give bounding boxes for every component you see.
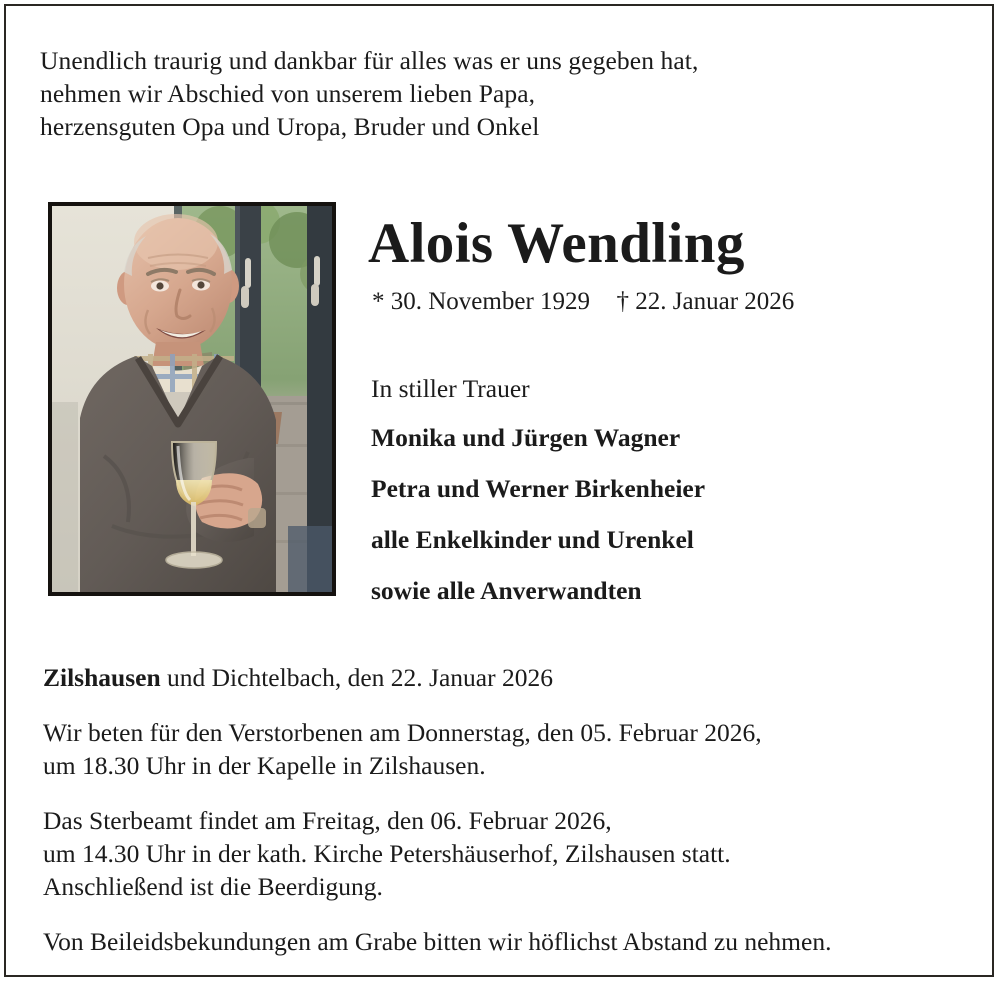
service-line-3: Anschließend ist die Beerdigung. [43, 872, 383, 901]
name-block [368, 211, 948, 318]
service-line-2: um 14.30 Uhr in der kath. Kirche Petershäuserhof, Zilshausen statt. [43, 839, 731, 868]
intro-text [40, 44, 940, 143]
portrait-photo-frame [48, 202, 336, 596]
prayer-line-1: Wir beten für den Verstorbenen am Donnerstag, den 05. Februar 2026, [43, 718, 762, 747]
portrait-photo [52, 206, 332, 592]
place-date-line [43, 661, 963, 694]
mourning-heading: In stiller Trauer [371, 374, 530, 403]
death-symbol: † [616, 288, 630, 315]
place-date-rest: und Dichtelbach, den 22. Januar 2026 [160, 663, 553, 692]
death-date: 22. Januar 2026 [635, 288, 795, 315]
intro-line-2: nehmen wir Abschied von unserem lieben Papa, [40, 79, 536, 108]
deceased-name: Alois Wendling [368, 212, 745, 275]
mourner-2: Petra und Werner Birkenheier [371, 474, 706, 503]
birth-date: 30. November 1929 [390, 288, 591, 315]
intro-line-3: herzensguten Opa und Uropa, Bruder und Onkel [40, 112, 540, 141]
obituary-notice [4, 4, 994, 977]
footer-details [43, 661, 963, 958]
service-line-1: Das Sterbeamt findet am Freitag, den 06. Februar 2026, [43, 806, 612, 835]
service-paragraph [43, 804, 963, 903]
condolence-paragraph [43, 925, 963, 958]
life-dates [372, 286, 948, 318]
mourner-4: sowie alle Anverwandten [371, 576, 642, 605]
place-name: Zilshausen [43, 663, 161, 692]
place-date-paragraph [43, 661, 963, 694]
mourner-1: Monika und Jürgen Wagner [371, 423, 681, 452]
mourner-3: alle Enkelkinder und Urenkel [371, 525, 694, 554]
prayer-line-2: um 18.30 Uhr in der Kapelle in Zilshausen. [43, 751, 486, 780]
birth-symbol: * [372, 288, 385, 315]
mourners-block [371, 372, 951, 607]
prayer-paragraph [43, 716, 963, 782]
intro-line-1: Unendlich traurig und dankbar für alles was er uns gegeben hat, [40, 46, 699, 75]
condolence-line: Von Beileidsbekundungen am Grabe bitten wir höflichst Abstand zu nehmen. [43, 927, 832, 956]
portrait-illustration [52, 206, 332, 592]
